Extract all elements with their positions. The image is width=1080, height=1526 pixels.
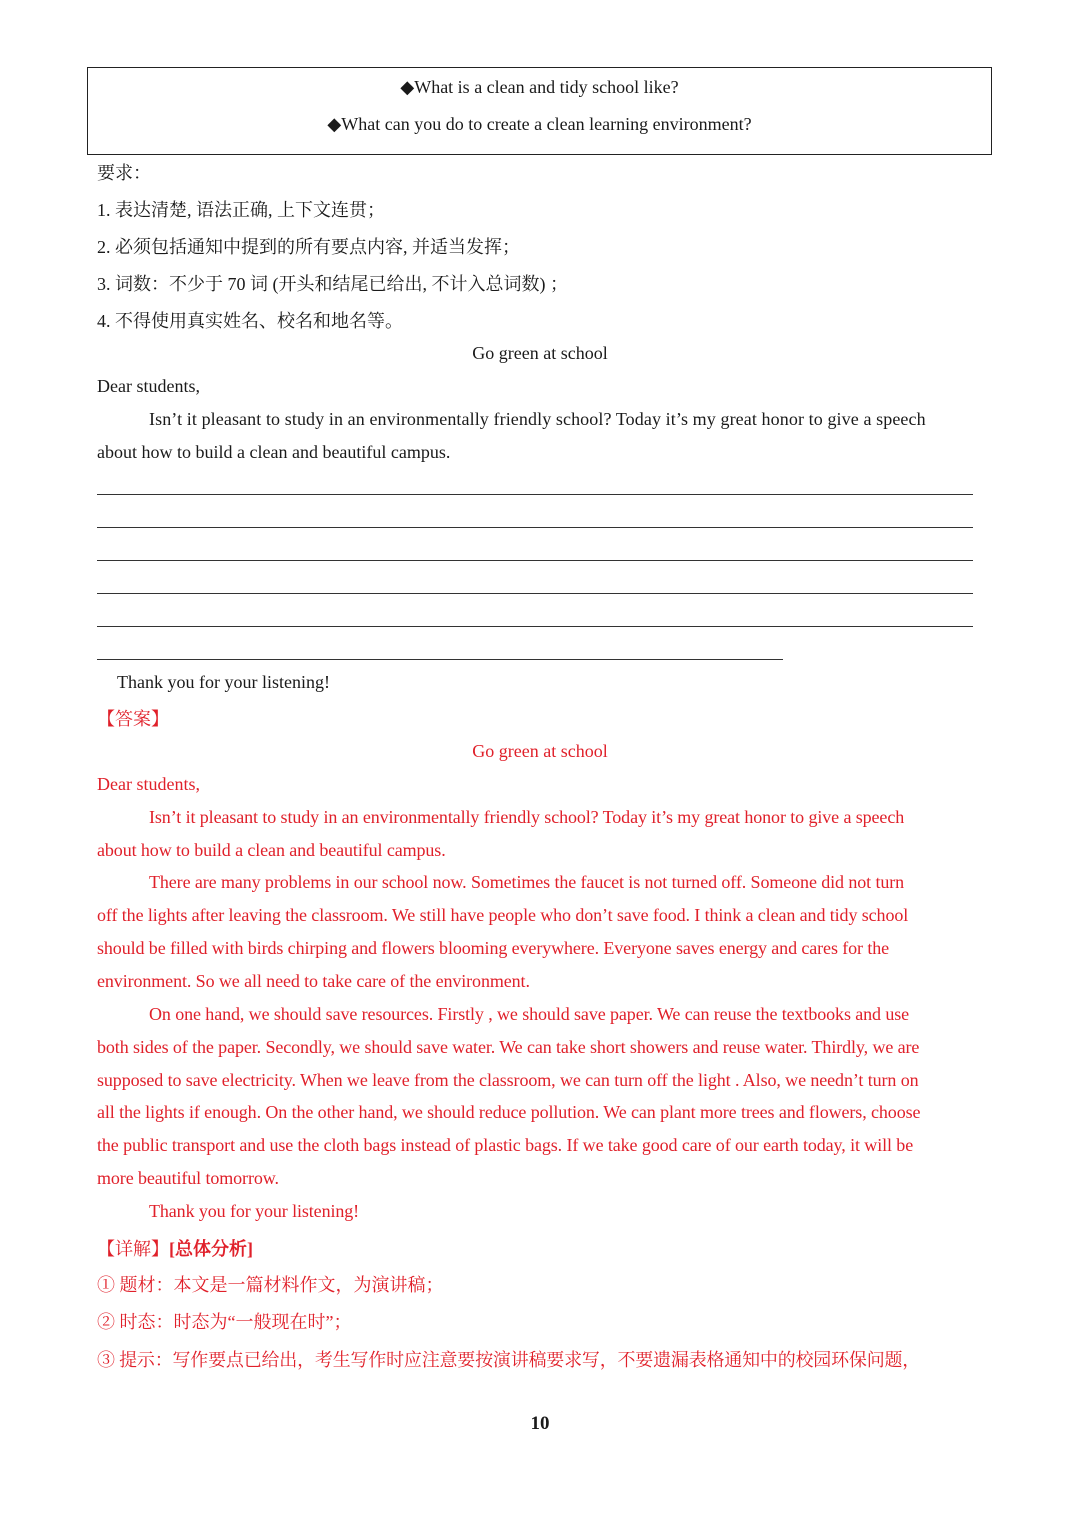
writing-line — [97, 494, 973, 495]
requirement-item-2: 2. 必须包括通知中提到的所有要点内容, 并适当发挥； — [97, 237, 520, 257]
task-closing: Thank you for your listening! — [117, 672, 330, 692]
task-intro-line-1: Isn’t it pleasant to study in an environmentally friendly school? Today it’s my great honor to give a speech — [149, 409, 926, 429]
task-greeting: Dear students, — [97, 376, 200, 396]
answer-line: supposed to save electricity. When we leave from the classroom, we can turn off the light . Also, we needn’t turn on — [97, 1070, 919, 1090]
analysis-item-3: ③ 提示：写作要点已给出，考生写作时应注意要按演讲稿要求写，不要遗漏表格通知中的校园环保问题， — [97, 1350, 921, 1370]
answer-line: There are many problems in our school now. Sometimes the faucet is not turned off. Someone did not turn — [149, 872, 905, 892]
answer-closing: Thank you for your listening! — [149, 1201, 360, 1221]
answer-label: 【答案】 — [97, 709, 169, 729]
answer-line: about how to build a clean and beautiful campus. — [97, 840, 446, 860]
task-intro-line-2: about how to build a clean and beautiful campus. — [97, 442, 451, 462]
prompt-question-2: ◆What can you do to create a clean learning environment? — [327, 114, 752, 134]
answer-line: off the lights after leaving the classroom. We still have people who don’t save food. I think a clean and tidy school — [97, 905, 909, 925]
answer-line: more beautiful tomorrow. — [97, 1168, 279, 1188]
writing-line — [97, 626, 973, 627]
writing-line — [97, 593, 973, 594]
answer-line: Isn’t it pleasant to study in an environmentally friendly school? Today it’s my great honor to give a speech — [149, 807, 905, 827]
writing-line — [97, 560, 973, 561]
answer-line: should be filled with birds chirping and flowers blooming everywhere. Everyone saves energy and cares for the — [97, 938, 890, 958]
analysis-item-1: ① 题材：本文是一篇材料作文，为演讲稿； — [97, 1275, 444, 1295]
analysis-label — [97, 1235, 253, 1261]
prompt-question-1: ◆What is a clean and tidy school like? — [400, 77, 679, 97]
answer-title: Go green at school — [472, 741, 608, 761]
answer-line: On one hand, we should save resources. Firstly , we should save paper. We can reuse the textbooks and use — [149, 1004, 910, 1024]
answer-line: both sides of the paper. Secondly, we should save water. We can take short showers and reuse water. Thirdly, we are — [97, 1037, 920, 1057]
page-number: 10 — [530, 1413, 550, 1434]
answer-line: environment. So we all need to take care of the environment. — [97, 971, 530, 991]
analysis-item-2: ② 时态：时态为“一般现在时”； — [97, 1312, 352, 1332]
answer-line: the public transport and use the cloth bags instead of plastic bags. If we take good care of our earth today, it will be — [97, 1135, 914, 1155]
requirement-item-4: 4. 不得使用真实姓名、校名和地名等。 — [97, 311, 403, 331]
task-title: Go green at school — [472, 343, 608, 363]
writing-line — [97, 527, 973, 528]
answer-greeting: Dear students, — [97, 774, 200, 794]
analysis-label-detail: 【详解】 — [97, 1239, 169, 1259]
analysis-label-overall: [总体分析] — [169, 1239, 253, 1259]
requirement-item-3: 3. 词数：不少于 70 词 (开头和结尾已给出, 不计入总词数) ； — [97, 274, 568, 294]
writing-line — [97, 659, 783, 660]
prompt-box — [87, 67, 992, 155]
requirement-item-1: 1. 表达清楚, 语法正确, 上下文连贯； — [97, 200, 385, 220]
answer-line: all the lights if enough. On the other hand, we should reduce pollution. We can plant more trees and flowers, choose — [97, 1102, 921, 1122]
requirements-heading: 要求： — [97, 163, 151, 183]
